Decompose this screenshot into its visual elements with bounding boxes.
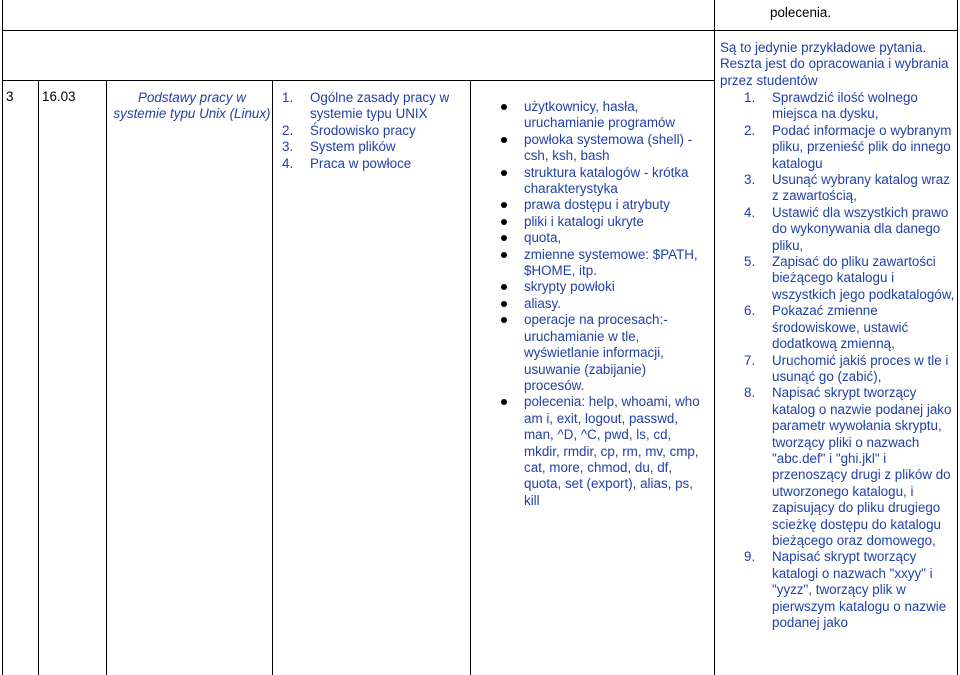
question-item-text: Pokazać zmienne środowiskowe, ustawić dodatkową zmienną,	[772, 303, 909, 352]
bullet-text: zmienne systemowe: $PATH, $HOME, itp.	[524, 246, 698, 279]
bullet-dot-icon	[501, 252, 507, 258]
bullet-item	[498, 132, 710, 165]
question-item-number: 7.	[744, 352, 756, 368]
bullet-item	[498, 394, 710, 509]
subtopic-item-number: 3.	[282, 139, 294, 155]
bullet-dot-icon	[501, 137, 507, 143]
question-item-number: 9.	[744, 549, 756, 565]
table-border-col4	[470, 80, 471, 675]
subtopic-item-number: 2.	[282, 122, 294, 138]
bullet-text: prawa dostępu i atrybuty	[524, 197, 670, 213]
subtopic-item-number: 4.	[282, 155, 294, 171]
question-item-text: Ustawić dla wszystkich prawo do wykonywania dla danego pliku,	[772, 204, 949, 253]
question-item-number: 1.	[744, 90, 756, 105]
question-item-number: 3.	[744, 172, 756, 188]
question-item-text: Podać informacje o wybranym pliku, przenieść plik do innego katalogu	[772, 122, 952, 171]
bullet-item	[498, 197, 710, 213]
bullet-dot-icon	[501, 219, 507, 225]
bullet-text: powłoka systemowa (shell) - csh, ksh, bash	[524, 131, 693, 164]
question-item	[744, 205, 956, 254]
question-item	[744, 172, 956, 205]
bullet-text: użytkownicy, hasła, uruchamianie programów	[524, 99, 676, 131]
table-border-col1	[38, 80, 39, 675]
question-item-number: 6.	[744, 303, 756, 319]
question-item	[744, 90, 956, 123]
bullet-item	[498, 230, 710, 246]
subtopic-item-text: Ogólne zasady pracy w systemie typu UNIX	[310, 90, 450, 122]
question-item	[744, 303, 956, 352]
questions-intro: Są to jedynie przykładowe pytania. Reszta jest do opracowania i wybrania przez studentów	[720, 40, 949, 88]
bullet-text: quota,	[524, 230, 562, 246]
table-row-separator-top	[2, 80, 714, 81]
bullet-dot-icon	[501, 170, 507, 176]
table-border-left	[2, 0, 3, 675]
question-item-text: Zapisać do pliku zawartości bieżącego katalogu i wszystkich jego podkatalogów,	[772, 254, 955, 302]
question-item-text: Usunąć wybrany katalog wraz z zawartością,	[772, 172, 950, 204]
table-border-col5	[714, 0, 715, 675]
table-row-separator	[2, 30, 958, 31]
questions-list	[744, 90, 956, 631]
question-item-text: Sprawdzić ilość wolnego miejsca na dysku,	[772, 90, 918, 122]
bullet-dot-icon	[501, 301, 507, 307]
question-item	[744, 254, 956, 303]
subtopic-item-text: Praca w powłoce	[310, 155, 412, 171]
table-border-right	[957, 0, 958, 675]
top-cell-text: polecenia.	[770, 5, 832, 20]
subtopic-item-number: 1.	[282, 90, 294, 105]
bullet-text: operacje na procesach:- uruchamianie w tle, wyświetlanie informacji, usuwanie (zabijanie) procesów.	[524, 312, 668, 393]
table-border-col2	[106, 80, 107, 675]
bullet-text: aliasy.	[524, 295, 561, 311]
bullet-item	[498, 99, 710, 132]
question-item	[744, 353, 956, 386]
question-item-text: Napisać skrypt tworzący katalog o nazwie podanej jako parametr wywołania skryptu, tworzący pliki o nazwach "abc.def" i "ghi.jkl" i przenoszący drugi z plików do utworzonego katalogu, i zapisujący do pliku drugiego scieżkę dostępu do katalogu bieżącego oraz domowego,	[772, 385, 952, 548]
subtopics-list	[282, 90, 468, 172]
question-item	[744, 549, 956, 631]
question-item-number: 8.	[744, 385, 756, 401]
bullet-item	[498, 296, 710, 312]
bullet-item	[498, 247, 710, 280]
bullet-text: polecenia: help, whoami, who am i, exit, logout, passwd, man, ^D, ^C, pwd, ls, cd, mkdir, rmdir, cp, rm, mv, cmp, cat, more, chmod, du, df, quota, set (export), alias, ps, kill	[524, 394, 700, 508]
subtopic-item	[282, 90, 468, 123]
bullet-dot-icon	[501, 399, 507, 405]
subtopic-item	[282, 156, 468, 172]
subtopic-item-text: System plików	[310, 139, 396, 155]
question-item	[744, 123, 956, 172]
topic-title: Podstawy pracy w systemie typu Unix (Linux)	[113, 90, 271, 122]
bullet-item	[498, 165, 710, 198]
bullet-item	[498, 279, 710, 295]
bullet-text: struktura katalogów - krótka charakterystyka	[524, 164, 689, 197]
bullet-dot-icon	[501, 284, 507, 290]
bullet-item	[498, 312, 710, 394]
table-border-col3	[272, 80, 273, 675]
bullet-text: skrypty powłoki	[524, 279, 615, 295]
bullet-item	[498, 214, 710, 230]
row-number: 3	[6, 89, 14, 104]
bullet-dot-icon	[501, 104, 507, 110]
question-item-text: Napisać skrypt tworzący katalogi o nazwach "xxyy" i "yyzz", tworzący plik w pierwszym katalogu o nazwie podanej jako	[772, 549, 947, 630]
question-item-number: 2.	[744, 122, 756, 138]
question-item	[744, 385, 956, 549]
question-item-number: 5.	[744, 254, 756, 270]
subtopic-item	[282, 123, 468, 139]
bullet-dot-icon	[501, 317, 507, 323]
subtopic-item-text: Środowisko pracy	[310, 122, 416, 138]
bullet-dot-icon	[501, 202, 507, 208]
question-item-text: Uruchomić jakiś proces w tle i usunąć go (zabić),	[772, 352, 949, 384]
bullet-text: pliki i katalogi ukryte	[524, 213, 644, 229]
question-item-number: 4.	[744, 204, 756, 220]
bullet-list	[498, 99, 710, 509]
bullet-dot-icon	[501, 235, 507, 241]
row-date: 16.03	[42, 89, 76, 104]
subtopic-item	[282, 139, 468, 155]
